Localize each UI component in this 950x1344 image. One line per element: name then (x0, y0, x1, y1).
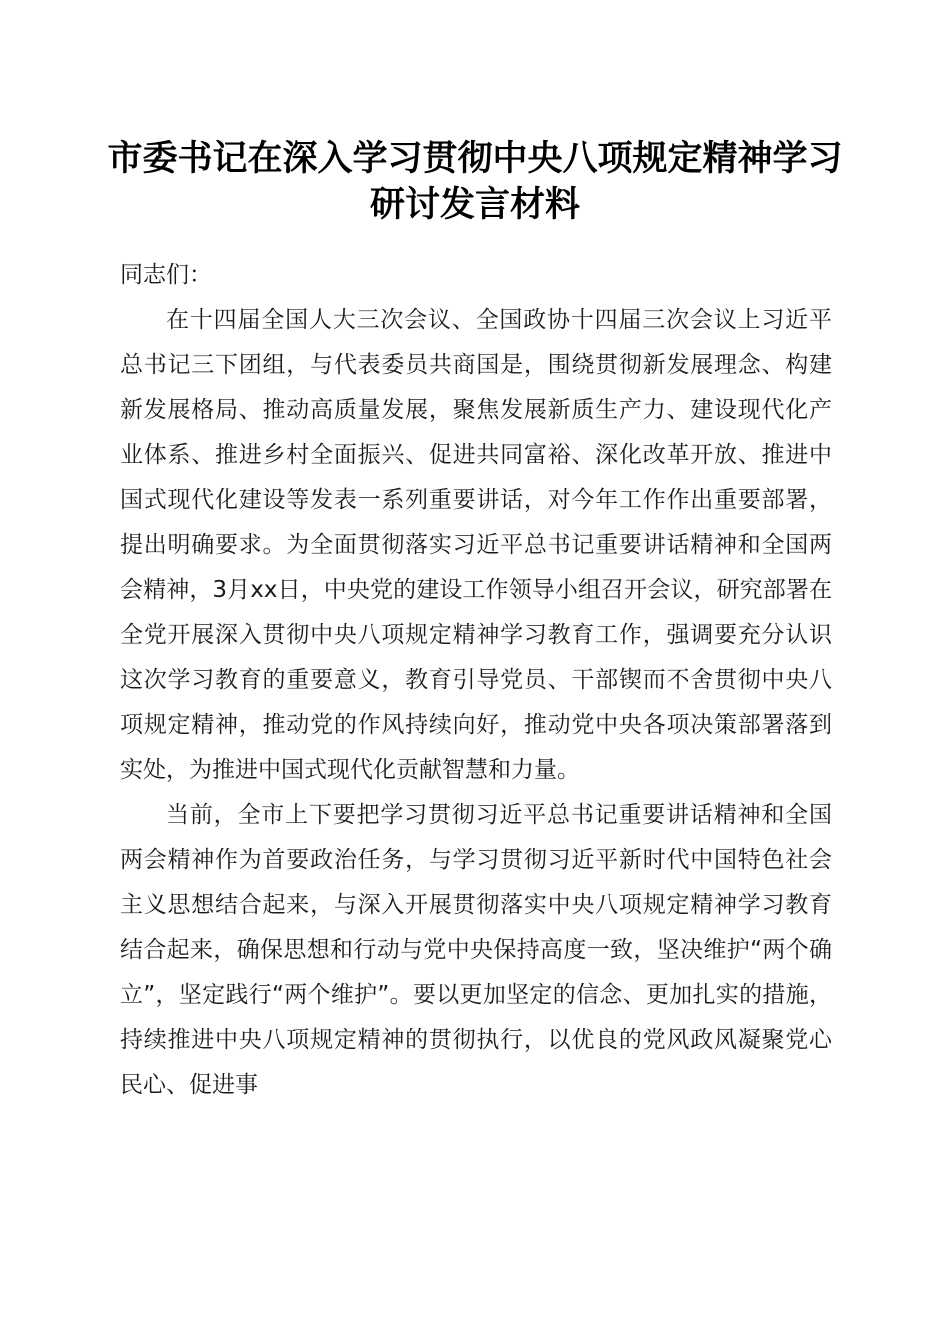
document-title: 市委书记在深入学习贯彻中央八项规定精神学习研讨发言材料 (107, 138, 843, 225)
paragraph-2: 当前，全市上下要把学习贯彻习近平总书记重要讲话精神和全国两会精神作为首要政治任务，与学习贯彻习近平新时代中国特色社会主义思想结合起来，与深入开展贯彻落实中央八项规定精神学习教育结合起来，确保思想和行动与党中央保持高度一致，坚决维护“两个确立”，坚定践行“两个维护”。要以更加坚定的信念、更加扎实的措施，持续推进中央八项规定精神的贯彻执行，以优良的党风政风凝聚党心民心、促进事 (120, 802, 832, 1098)
salutation: 同志们： (120, 262, 212, 288)
document-body (120, 253, 832, 1108)
paragraph-1: 在十四届全国人大三次会议、全国政协十四届三次会议上习近平总书记三下团组，与代表委员共商国是，围绕贯彻新发展理念、构建新发展格局、推动高质量发展，聚焦发展新质生产力、建设现代化产业体系、推进乡村全面振兴、促进共同富裕、深化改革开放、推进中国式现代化建设等发表一系列重要讲话，对今年工作作出重要部署，提出明确要求。为全面贯彻落实习近平总书记重要讲话精神和全国两会精神，3月xx日，中央党的建设工作领导小组召开会议，研究部署在全党开展深入贯彻中央八项规定精神学习教育工作，强调要充分认识这次学习教育的重要意义，教育引导党员、干部锲而不舍贯彻中央八项规定精神，推动党的作风持续向好，推动党中央各项决策部署落到实处，为推进中国式现代化贡献智慧和力量。 (120, 307, 832, 783)
